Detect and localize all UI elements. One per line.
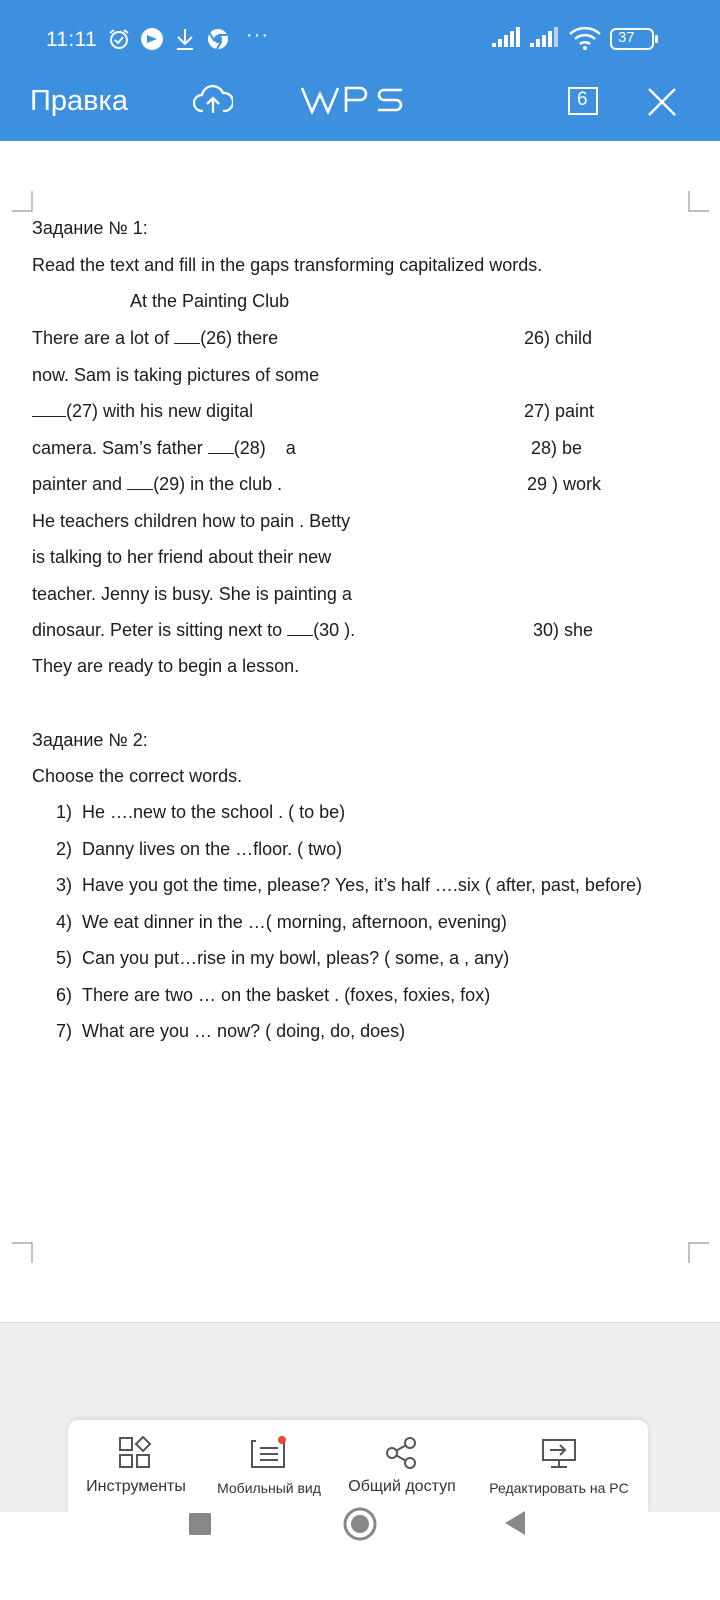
- text-line-9a: dinosaur. Peter is sitting next to: [32, 620, 288, 640]
- tools-icon: [118, 1436, 154, 1475]
- list-item: [56, 1020, 405, 1042]
- task1-heading: Задание № 1:: [32, 218, 148, 238]
- list-item-number: 2): [56, 839, 73, 859]
- bottom-action-panel: [68, 1420, 648, 1512]
- text-line-1b: (26) there: [200, 328, 279, 348]
- word-28: 28) be: [531, 438, 583, 458]
- back-icon[interactable]: [503, 1509, 527, 1542]
- list-item-text: What are you … now? ( doing, do, does): [82, 1021, 406, 1041]
- list-item-number: 1): [56, 802, 73, 822]
- wifi-icon: [568, 25, 602, 56]
- chrome-icon: [206, 27, 230, 56]
- text-line-8: teacher. Jenny is busy. She is painting a: [32, 584, 352, 604]
- tabs-count: 6: [577, 89, 588, 110]
- more-notifications: ···: [246, 24, 269, 46]
- list-item-text: Can you put…rise in my bowl, pleas? ( some, a , any): [82, 948, 510, 968]
- share-label: Общий доступ: [348, 1478, 456, 1495]
- battery-icon: [610, 28, 660, 55]
- list-item-number: 4): [56, 912, 73, 932]
- text-line-4b: (28) a: [233, 438, 296, 458]
- gap-26: [174, 329, 200, 344]
- list-item-number: 5): [56, 948, 73, 968]
- cloud-upload-icon[interactable]: [193, 84, 233, 121]
- text-line-4: [32, 437, 296, 459]
- list-item-text: We eat dinner in the …( morning, afternoon, evening): [82, 912, 507, 932]
- battery-level: 37: [618, 29, 635, 46]
- system-nav-bar: [0, 1512, 720, 1600]
- app-bar: [0, 0, 720, 141]
- task1-instruction: Read the text and fill in the gaps transforming capitalized words.: [32, 255, 543, 275]
- text-line-5a: painter and: [32, 474, 128, 494]
- list-item-text: Have you got the time, please? Yes, it’s half ….six ( after, past, before): [82, 875, 642, 895]
- document-page[interactable]: [0, 141, 720, 1321]
- text-line-3: [32, 400, 253, 422]
- gap-30: [287, 621, 313, 636]
- tools-label: Инструменты: [86, 1478, 186, 1495]
- list-item-number: 3): [56, 875, 73, 895]
- alarm-icon: [107, 27, 131, 56]
- word-29: 29 ) work: [527, 474, 602, 494]
- gap-28: [208, 439, 234, 454]
- list-item: [56, 947, 509, 969]
- gap-29: [127, 475, 153, 490]
- tabs-count-icon[interactable]: [567, 86, 599, 121]
- list-item-text: There are two … on the basket . (foxes, foxies, fox): [82, 985, 491, 1005]
- word-27: 27) paint: [524, 401, 595, 421]
- text-line-4a: camera. Sam’s father: [32, 438, 208, 458]
- signal-2-icon: [528, 27, 560, 54]
- list-item: [56, 911, 507, 933]
- download-icon: [174, 27, 196, 56]
- gap-27: [32, 402, 66, 417]
- word-26: 26) child: [524, 328, 593, 348]
- list-item: [56, 984, 490, 1006]
- text-line-1a: There are a lot of: [32, 328, 175, 348]
- crop-mark-bottom-left: [12, 1241, 36, 1270]
- share-button[interactable]: [334, 1420, 470, 1512]
- list-item-text: He ….new to the school . ( to be): [82, 802, 346, 822]
- word-30: 30) she: [533, 620, 594, 640]
- home-icon[interactable]: [342, 1506, 378, 1547]
- close-icon[interactable]: [646, 86, 678, 123]
- task1-title: At the Painting Club: [130, 291, 290, 311]
- task2-instruction: Choose the correct words.: [32, 766, 243, 786]
- task2-heading: Задание № 2:: [32, 730, 148, 750]
- crop-mark-top-right: [687, 191, 711, 220]
- mobile-view-button[interactable]: [204, 1420, 334, 1512]
- list-item-number: 6): [56, 985, 73, 1005]
- share-icon: [384, 1436, 420, 1475]
- status-bar: [0, 0, 720, 76]
- list-item: [56, 838, 342, 860]
- crop-mark-bottom-right: [687, 1241, 711, 1270]
- edit-button[interactable]: Правка: [30, 85, 128, 117]
- signal-icon: [490, 27, 522, 54]
- text-line-6: He teachers children how to pain . Betty: [32, 511, 351, 531]
- list-item: [56, 801, 345, 823]
- tools-button[interactable]: [68, 1420, 204, 1512]
- text-line-9: [32, 619, 355, 641]
- mobile-view-icon: [249, 1436, 289, 1475]
- text-line-5b: (29) in the club .: [153, 474, 283, 494]
- text-line-7: is talking to her friend about their new: [32, 547, 332, 567]
- edit-on-pc-icon: [539, 1436, 579, 1475]
- text-line-3-text: (27) with his new digital: [66, 401, 254, 421]
- notification-app-icon: [140, 27, 164, 56]
- text-line-2: now. Sam is taking pictures of some: [32, 365, 320, 385]
- edit-on-pc-button[interactable]: [470, 1420, 648, 1512]
- recent-apps-icon[interactable]: [189, 1513, 211, 1540]
- wps-logo: [300, 86, 406, 119]
- crop-mark-top-left: [12, 191, 36, 220]
- text-line-10: They are ready to begin a lesson.: [32, 656, 300, 676]
- list-item-text: Danny lives on the …floor. ( two): [82, 839, 343, 859]
- text-line-1: [32, 327, 278, 349]
- list-item-number: 7): [56, 1021, 73, 1041]
- text-line-9b: (30 ).: [313, 620, 356, 640]
- list-item: [56, 874, 642, 896]
- edit-on-pc-label: Редактировать на PC: [489, 1480, 629, 1496]
- text-line-5: [32, 473, 282, 495]
- mobile-view-label: Мобильный вид: [217, 1480, 321, 1496]
- status-time: 11:11: [46, 28, 97, 51]
